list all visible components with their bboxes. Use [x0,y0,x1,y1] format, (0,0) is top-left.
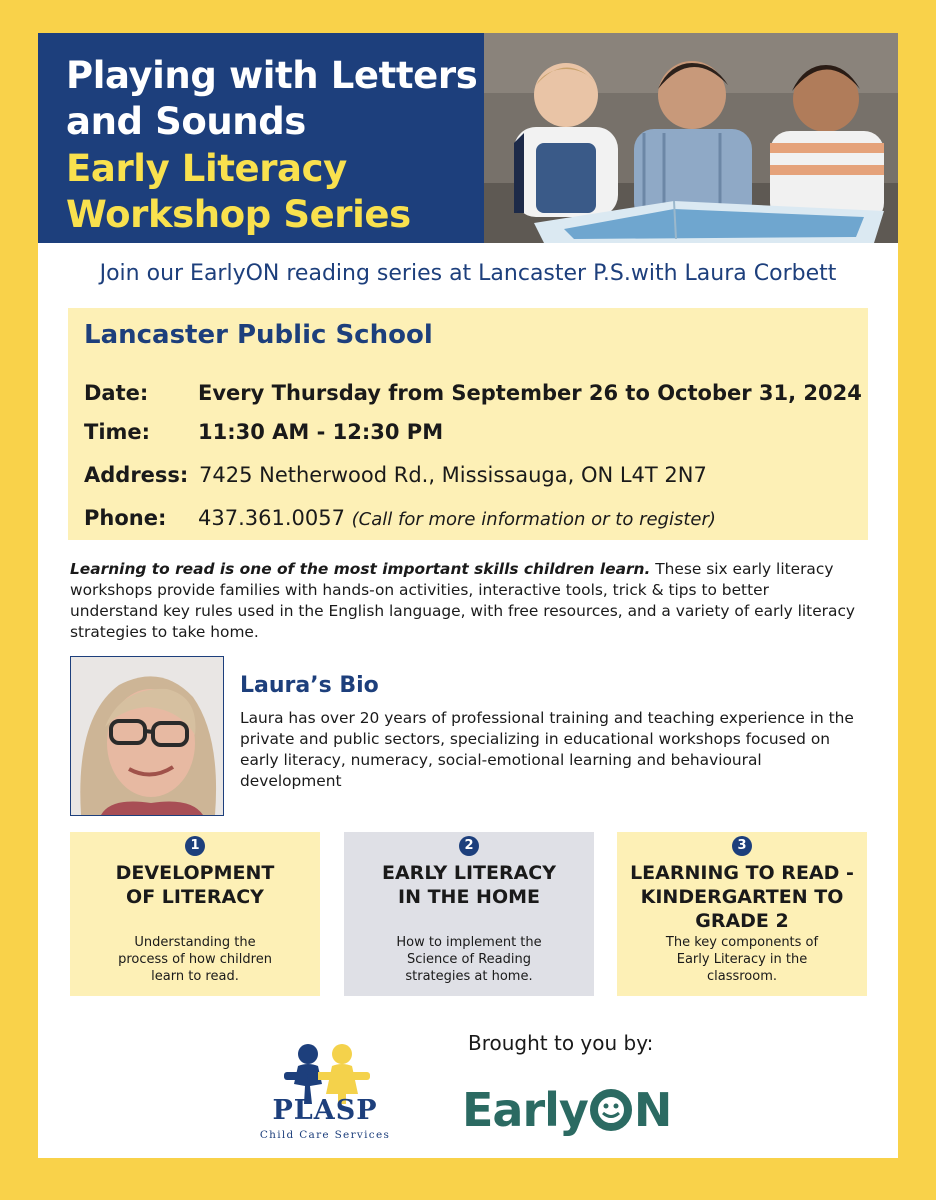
workshop-desc-2: How to implement the Science of Reading strategies at home. [396,935,542,984]
earlyon-prefix: Early [462,1083,588,1137]
workshop-card-2 [344,832,594,996]
plasp-subtitle: Child Care Services [259,1129,391,1141]
bio-text: Laura has over 20 years of professional training and teaching experience in the private and public sectors, specializing in educational workshops focused on early literacy, numeracy, social-emotional learning and behavioural development [240,709,854,790]
phone-note: (Call for more information or to register) [351,509,716,530]
workshop-card-3 [617,832,867,996]
workshop-desc-3: The key components of Early Literacy in the classroom. [665,935,819,984]
address-label: Address: [84,463,189,487]
plasp-wordmark: PLASP [272,1095,378,1126]
subtitle-line-1: Early Literacy [66,147,347,190]
title-panel [38,33,484,243]
portrait-illustration [71,657,223,815]
description-body: These six early literacy workshops provide families with hands-on activities, interactive tools, trick & tips to better understand key rules used in the English language, with free resources, and a variety of early literacy strategies to take home. [70,560,856,641]
earlyon-logo [462,1083,671,1137]
time-value: 11:30 AM - 12:30 PM [198,420,444,444]
phone-number: 437.361.0057 [198,506,345,530]
join-series-line: Join our EarlyON reading series at Lancaster P.S.with Laura Corbett [99,261,837,286]
flyer-page [38,33,898,1158]
address-value: 7425 Netherwood Rd., Mississauga, ON L4T 2N7 [199,463,707,487]
workshop-description [70,559,860,643]
venue-name: Lancaster Public School [84,320,433,350]
bio-title: Laura’s Bio [240,673,379,698]
time-label: Time: [84,420,151,444]
workshop-desc-1: Understanding the process of how children learn to read. [118,935,272,984]
workshop-number-2: 2 [459,836,479,856]
workshop-title-3: LEARNING TO READ - KINDERGARTEN TO GRADE 2 [630,862,854,932]
main-title [66,53,486,145]
laura-portrait [70,656,224,816]
subtitle [66,146,486,238]
workshop-title-2: EARLY LITERACY IN THE HOME [382,862,556,908]
brought-to-you-by: Brought to you by: [468,1031,654,1055]
event-details-box [68,308,868,540]
title-line-1: Playing with Letters [66,54,478,97]
title-line-2: and Sounds [66,100,306,143]
description-lead: Learning to read is one of the most important skills children learn. [70,560,651,578]
workshop-number-1: 1 [185,836,205,856]
subtitle-line-2: Workshop Series [66,193,411,236]
workshop-card-1 [70,832,320,996]
workshop-title-1: DEVELOPMENT OF LITERACY [115,862,275,908]
phone-value-wrap [198,506,716,530]
children-reading-photo [484,33,898,243]
date-label: Date: [84,381,149,405]
children-reading-illustration [484,33,898,243]
date-value: Every Thursday from September 26 to October 31, 2024 [198,381,862,405]
workshop-number-3: 3 [732,836,752,856]
earlyon-smiley-o-icon [589,1086,633,1132]
earlyon-suffix: N [633,1083,672,1137]
phone-label: Phone: [84,506,167,530]
